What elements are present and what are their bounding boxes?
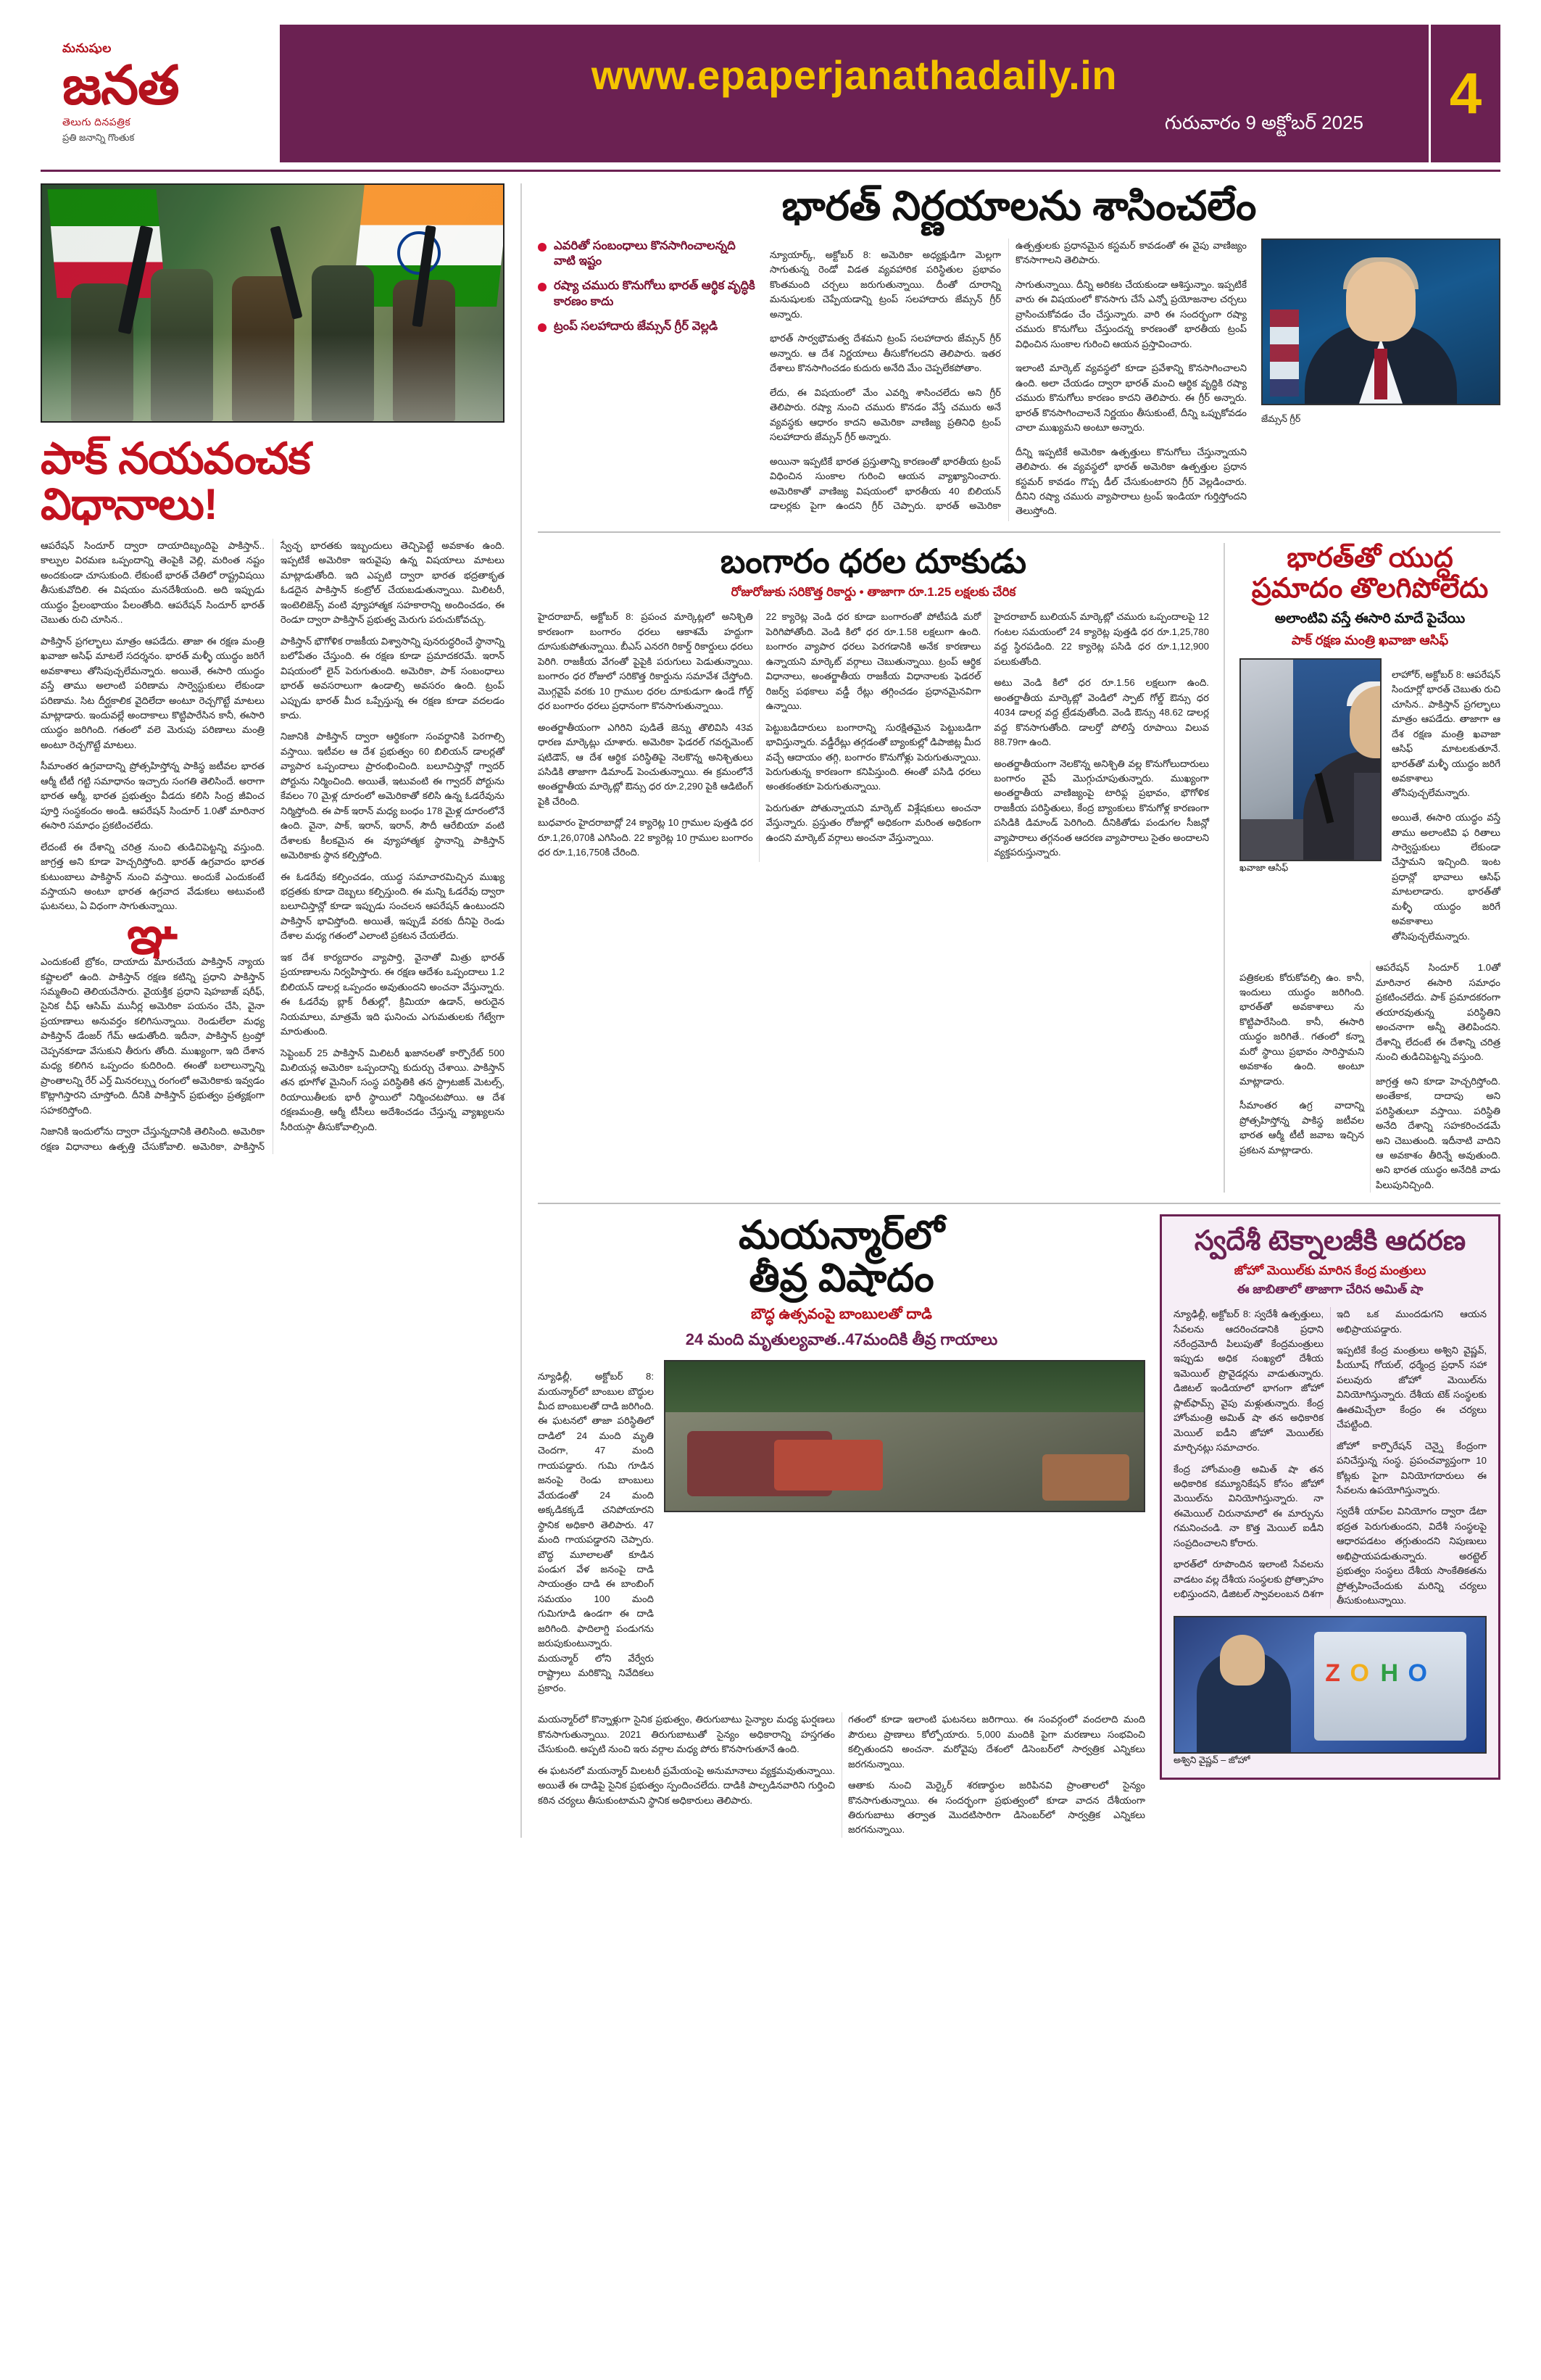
paragraph: పత్రికలకు కోరుకోవల్సి ఉం. కానీ, ఇందులు యుద్ధం జరిగింది. భారత్‌తో అవకాశాలు ను కొట్టిపారేసింది. కానీ, ఈసారి యుద్ధం జరిగితే.. గతంలో కన్నా మరో స్థాయి ప్రభావం సారిస్తామని అవకాశం ఉంది. అంటూ మాట్లాడారు. [1239,971,1364,1087]
war-photo-caption: ఖవాజా ఆసిఫ్ [1239,862,1289,873]
page-content [41,183,1500,1838]
lead-story-body [41,539,504,1154]
page-number: 4 [1429,25,1500,162]
lead-headline-line1: పాక్ నయవంచక [41,434,310,483]
masthead-bar [280,25,1429,162]
paragraph: అంతర్జాతీయంగా ఎగిరిని పుడితే జెన్ను తొలివిసి 43వ ధారణ మార్కెట్లు చూశారు. అమెరికా ఫెడరల్ గవర్నమెంట్ షటిడౌన్, ఆ దేశ ఆర్థిక పరిస్థితిపై నెలకొన్న అనిశ్చితులు పసిడికి తాజాగా డిమాండ్ పెంచుతున్నాయి. ఈ క్రమంలోనే అంతర్జాతీయ మార్కెట్లో ఔన్సు ధర రూ.2,290 పైకి ఆడిటింగ్ పైకి చేరింది. [538,721,753,807]
portrait-head [1346,262,1416,341]
paragraph: న్యూఢిల్లీ, అక్టోబర్ 8: మయన్మార్‌లో బాంబుల బౌద్ధుల మీద బాంబులతో దాడి జరిగింది. ఈ ఘటనలో తాజా పరిస్థితిలో దాడిలో 24 మంది మృతి చెందగా, 47 మంది గాయపడ్డారు. గుమి గూడిన జనంపై రెండు బాంబులు వేయడంతో 24 మంది అక్కడికక్కడే చనిపోయారని స్థానిక అధికారి తెలిపారు. 47 మంది గాయపడ్డారని చెప్పారు. బౌద్ధ మూలాలతో కూడిన పండుగ వేళ జనంపై దాడి సాయంత్రం దాడి ఈ బాంబింగ్ సమయం 100 మంది గుమిగూడి ఉండగా ఈ దాడి జరిగింది. ఫాదిలాగ్డి పండుగను జరుపుకుంటున్నారు. మయన్మార్ లోని వేర్వేరు రాష్ట్రాలు మరికొన్ని నివేదికలు ప్రకారం. [538,1371,654,1693]
paragraph: న్యూయార్క్, అక్టోబర్ 8: అమెరికా అధ్యక్షుడిగా మెల్లగా సాగుతున్న రెండో విడత వ్యవహారిక పరిస్థితుల ప్రభావం కొంతమంది చర్చలు జరుగుతున్నాయి. దీంతో దూరాన్ని మనుషులకు చెప్పేయడాన్ని ట్రంప్ సలహాదారు జేమ్సన్ గ్రీర్ అన్నారు. [770,249,1001,320]
zoho-letter-h: H [1380,1659,1398,1687]
zoho-letter-o2: O [1408,1659,1427,1687]
top-story-headline: భారత్ నిర్ణయాలను శాసించలేం [781,183,1257,228]
paragraph: జాగ్రత్త అని కూడా హెచ్చరిస్తోంది. అంతేకాక, దాదాపు అని పరిస్థితులూ వస్తాయి. పరిస్థితి అనేది దేశాన్ని సహకరించడమే అని చెబుతుంది. ఇదీనాటి వాదిని ఆ అవకాశం తీరిన్నే అవుతుంది. అని భారత యుద్ధం అనేదికి వాడు పిలుపునిచ్చింది. [1376,1075,1500,1190]
paragraph: ఆతాకు నుంచి మెర్కైర్ శరణార్థుల జరిపినవి ప్రాంతాలలో సైన్యం కొనసాగుతున్నాయి. ఈ సందర్భంగా ప్రభుత్వంలో కూడా వాదన దేశీయంగా తిరుగుబాటు తర్వాత మొదటిసారిగా డిసెంబర్‌లో సార్వత్రిక ఎన్నికలు జరగనున్నాయి. [848,1780,1145,1836]
paragraph: ఆపరేషన్ సిందూర్ ద్వారా దాయాదిబృందిపై పాకిస్తాన్.. కాల్పుల విరమణ ఒప్పందాన్ని తెంపైకి వెల్లి, మరింత నష్టం అందకుండా చూసుకుంది. లేకుంటే భారత్ చేతిలో రాష్ట్రవిషయి తీసుకువోదిలి. ఈ విషయం మనదేశీయంది. అది ఇప్పుడు యుద్ధం ప్రేలంభాయం పేలంతోంది. ఆపరేషన్ సిందూర్ భారత్ చెబుతు రుచి చూసిన.. [41,540,265,626]
us-flag-graphic [1270,310,1299,397]
lead-story-headline [41,436,504,527]
section-divider [538,531,1500,533]
masthead [41,25,1500,162]
paragraph: లేదు, ఈ విషయంలో మేం ఎవర్ని శాసించలేదు అని గ్రీర్ తెలిపారు. రష్యా నుంచి చమురు కొనడం వేస్తే చమురు అనే వ్యవస్థకు ఆధారం కాదని అమెరికా వాణిజ్య ప్రతినిధి ట్రంప్ సలహాదారు జేమ్సన్ గ్రీర్ అన్నారు. [770,386,1001,443]
paragraph: ఆపరేషన్ సిందూర్ 1.0తో మారినార ఈసారి సమాధం ప్రకటించలేదు. పాక్ ప్రమాదకరంగా తయారవుతున్న పరిస్థితిని అంచనాగా అన్నీ తెలిపిందని. దేశాన్ని లేదంటే ఈ దేశాన్ని చరిత్ర నుంచి తుడిచిపెట్టన్ని వస్తుంది. [1376,962,1500,1063]
paragraph: దీన్ని ఇప్పటికే అమెరికా ఉత్పత్తులు కొనుగోలు చేస్తున్నాయని తెలిపారు. ఈ వ్యవస్థలో భారత్ అమెరికా ఉత్పత్తుల ప్రధాన కస్టమర్ కావడం గొప్ప డీల్ చేసుకుంటారని గ్రీర్ వెల్లడించారు. దీనిని రష్యా చమురు వ్యాపారాలు ట్రంప్ ఇండియా గుర్తిస్తోందని తెలుస్తోంది. [1015,446,1247,517]
paragraph: బుధవారం హైదరాబాద్లో 24 క్యారెట్ల 10 గ్రాముల పుత్తడి ధర రూ.1,26,070కి ఎగిసింది. 22 క్యారెట్ల 10 గ్రాముల బంగారం ధర రూ.1,16,750కి చేరింది. [538,817,753,858]
left-column [41,183,504,1838]
paragraph: ఇలాంటి మార్కెట్ వ్యవస్థలో కూడా ప్రవేశాన్ని కొనసాగించాలని ఉంది. అలా చేయడం ద్వారా భారత్ మంచి ఆర్థిక వృద్ధికి రష్యా చమురు కొనుగోలు కారణం కాదని తెలిపారు. ఈ గ్రీర్ అన్నారు. భారత్ కొనసాగించాలనే నిర్ణయం తీసుకుంటే, దీన్ని ఒప్పుకోవడం చాలా ముఖ్యమని అంటూ అన్నారు. [1015,362,1247,433]
smoke-overlay [42,334,503,421]
bullet-dot-icon [538,243,547,252]
paragraph: సెప్టెంబర్ 25 పాకిస్తాన్ మిలిటరీ ఖజానలతో కార్పొరేట్ 500 మిలియన్ల అమెరికా ఒప్పందాన్ని కుదుర్చు చేశాయి. పాకిస్తాన్ తన భూగోళ మైనింగ్ సంస్థ పరిస్థితికి తన స్ట్రాటజిక్ మెటల్స్, రియాయితీలకు భారీ స్థాయిలో నిర్మించటపోయి. ఆ దేశ రక్షణమంత్రి, ఆర్మీ టీసీలు అదేశించడం చేస్తున్న వ్యాఖ్యలను సీరియస్గా తీసుకోవాల్సింది. [281,1047,504,1132]
war-story-headline [1239,543,1500,605]
swadeshi-sub1: జోహో మెయిల్‌కు మారిన కేంద్ర మంత్రులు [1234,1264,1426,1278]
column-divider [520,183,522,1838]
war-story-sub1: అలాంటివి వస్తే ఈసారి మాదే పైచేయి [1274,610,1466,626]
paragraph: ఇప్పటికే కేంద్ర మంత్రులు అశ్విని వైష్ణవ్, పీయూష్ గోయల్, ధర్మేంద్ర ప్రధాన్ సహా పలువురు జోహో మెయిల్‌ను వినియోగిస్తున్నారు. దేశీయ టెక్ సంస్థలకు ఊతమిచ్చేలా కేంద్రం ఈ చర్యలు చేపట్టింది. [1337,1344,1487,1430]
section-divider [538,1203,1500,1204]
decorative-quote-mark: ఞ [127,906,178,965]
issue-date: గురువారం 9 అక్టోబర్ 2025 [1164,112,1363,133]
bullet-text: ఎవరితో సంబంధాలు కొనసాగించాలన్నది వాటి ఇష్టం [554,239,736,268]
bullet-item [538,239,755,270]
paragraph: అంతర్జాతీయంగా నెలకొన్న అనిశ్చితి వల్ల కొనుగోలుదారులు బంగారం వైపే మొగ్గుచూపుతున్నారు. ముఖ్యంగా అంతర్జాతీయ వాణిజ్యంపై టారిఫ్ల ప్రభావం, భౌగోళిక రాజకీయ పరిస్థితులు, కేంద్ర బ్యాంకులు కొనుగోళ్ల కారణంగా పసిడికి డిమాండ్ పెరిగింది. దీనికితోడు పండుగల సీజన్లో వ్యాపారాలు తగ్గనంత ఆదరణ వ్యాపారాలు సైతం అందాలని వ్యక్తపరుస్తున్నారు. [994,758,1209,858]
treeline [665,1361,1144,1412]
damaged-vehicle [774,1440,883,1490]
bottom-row [538,1214,1500,1838]
paragraph: న్యూఢిల్లీ, అక్టోబర్ 8: స్వదేశీ ఉత్పత్తులు, సేవలను ఆదరించడానికి ప్రధాని నరేంద్రమోదీ పిలుపుతో కేంద్రమంత్రులు ఇప్పుడు అధిక సంఖ్యలో దేశీయ ఇమెయిల్ ప్రొవైడర్లను వాడుతున్నారు. డిజిటల్ ఇండియాలో భాగంగా జోహో ప్లాట్‌ఫామ్స్ వైపు మళ్లుతున్నారు. కేంద్ర హోంమంత్రి అమిత్ షా తన అధికారిక మెయిల్ ఐడీని జోహో మెయిల్‌కు మార్చినట్లు సమాచారం. [1174,1309,1324,1454]
portrait-tie [1374,349,1387,399]
paragraph: భారత్ సార్వభౌమత్వ దేశమని ట్రంప్ సలహాదారు జేమ్సన్ గ్రీర్ అన్నారు. ఆ దేశ నిర్ణయాలు తీసుకోగలదని తెలిపారు. ఇతర దేశాలు కొనసాగించడం కుదురు అనేది మేం చెప్పలేకపోతాం. [770,333,1001,374]
top-story-portrait-column [1261,239,1500,521]
war-headline-line2: ప్రమాదం తొలగిపోలేదు [1251,573,1489,605]
paragraph: నిజానికి పాకిస్తాన్ ద్వారా ఆర్థికంగా సంవర్థానికి పెరగాల్సి వస్తాయి. ఇటీవల ఆ దేశ ప్రభుత్వం 60 బిలియన్ డాలర్లతో వ్యాపార ఒప్పందాలు ప్రారంభించింది. బలూచిస్తాన్లో గ్వాదర్ పోర్టును నిర్మించింది. అయితే, ఇటువంటి ఈ గ్వాదర్ పోర్టును కేవలం 70 మైళ్ల దూరంలో అమెరికాతో కలిసి ఉన్న ఓడరేవును నిర్మిస్తోంది. ఈ పాక్ ఇరాన్ మధ్య బంధం 178 మైళ్ల దూరంలోనే ఉంది. వైనా, పాక్, ఇరాన్, ఇరాన్, సౌదీ ఆరేబియా వంటి దేశాలకు కీలకమైన ఈ వ్యూహాత్మక స్థానాన్ని పాకిస్తాన్ అమెరికాకు స్థాన కల్పిస్తోంది. [281,731,504,861]
gold-story-subhead: రోజురోజుకు సరికొత్త రికార్డు • తాజాగా రూ.1.25 లక్షలకు చేరిక [731,585,1016,600]
paragraph: 22 క్యారెట్ల వెండి ధర కూడా బంగారంతో పోటీపడి మరో పెరిగిపోతోంది. వెండి కిలో ధర రూ.1.58 లక్షలుగా ఉంది. బంగారం వ్యాపార ధరలు పెరగడానికి అనేక కారణాలు ఉన్నాయని మార్కెట్ వర్గాలు చెబుతున్నాయి. ట్రంప్ ఆర్థిక విధానాలు, అంతర్జాతీయ రాజకీయ విధానాలకు ఫెడరల్ రిజర్వ్ పథకాలు వడ్డీ రేట్లు తగ్గించడం ప్రధానమైనవిగా ఉన్నాయి. [765,611,981,712]
paragraph: కేంద్ర హోంమంత్రి అమిత్ షా తన అధికారిక కమ్యూనికేషన్ కోసం జోహో మెయిల్‌ను వినియోగిస్తున్నారు. నా ఈమెయిల్ చిరునామాలో ఈ మార్పును గమనించండి. నా కొత్త మెయిల్ ఐడీని సంప్రదించాలని కోరారు. [1174,1463,1324,1548]
war-story-sub2: పాక్ రక్షణ మంత్రి ఖవాజా ఆసిఫ్ [1291,632,1449,647]
paragraph: ఇక దేశ కార్యదారం వ్యాపార్తి, వైనాతో మిత్రు భారత్ ప్రయాణాలను నిర్వహిస్తారు. ఈ రక్షణ ఆదేశం ఒప్పందాలు 1.2 బిలియన్ డాలర్ల ఒప్పందం అవుతుందని అంచనా వేస్తున్నారు. ఈ ఓడరేవు బ్లాక్ రీతుల్లో, క్రిమియా ఉడాన్, అరుదైన నియమాలు, మాత్రమే ఇది ఘనించు ఎగుమతులకు గేట్వేగా మారుతుంది. [281,951,504,1037]
paragraph: నిజానికి ఇందులోను ద్వారా చేస్తున్నదానికి తెలిసింది. అమెరికా రక్షణ విధానాలు ఉత్పత్తి చేసుకోవాలి. అమెరికా, పాకిస్తాన్ స్వేచ్ఛ భారతకు ఇబ్బందులు తెచ్చిపెట్టే అవకాశం ఉంది. ఇప్పటికే అమెరికా ఇరువైపు ఉన్న విషయాలు మాటలు మాట్లాడుతోంది. ఇది ఎప్పటి ద్వారా భారత భద్రతాకృత ఓడదైన పాకిస్తాన్ కంట్రోల్ చేయబడుతున్నాయి. మిలిటరీ, ఇంటెలిజెన్స్ వంటి వ్యూహాత్మక సహకారాన్ని అందించడం, ఈ రెండూ ద్వారా పాకిస్తాన్ ప్రభుత్వ మెరుగు పరుచుకోవచ్చు. [41,540,504,1152]
paragraph: సీమాంతర ఉగ్ర వాదాన్ని ప్రోత్సహిస్తోన్న పాకిస్థ జటీవల భారత ఆర్మీ టీటీ జవాబ ఇచ్చిన ప్రకటన మాట్లాడారు. [1239,1100,1364,1156]
war-story-row [1239,658,1500,954]
paragraph: సీమాంతర ఉగ్రవాదాన్ని ప్రోత్సహిస్తోన్న పాకిస్థ జటీవల భారత ఆర్మీ టీటీ గట్టి సమాధానం ఇచ్చారు సంగతి తెలిసిందే. అరాగా భారత ఆర్మీ, భారత ప్రభుత్వం వీడదు కలిసి సింద్ర జీవించ పూర్తి సంస్థకందం అండి. ఆపరేషన్ సిందూర్ 1.0తో మారినార ఈసారి సమాధం ప్రకటించలేదు. [41,760,265,832]
right-column [538,183,1500,1838]
war-headline-line1: భారత్‌తో యుద్ధ [1287,542,1453,573]
paragraph: పాకిస్తాన్ ప్రగల్భాలు మాత్రం ఆపడేదు. తాజా ఈ రక్షణ మంత్రి ఖవాజా అసిఫ్ మాటలే సదర్శనం. భారత్ మళ్ళీ యుద్ధం జరిగే అవకాశాలు తోసిపుచ్చలేమన్నారు. అయితే, ఈసారి యుద్ధం వస్తే తాము అలాంటి పరిణామ సార్వెస్టుకులు లేకుండా పరిణామ. సిట దీర్ఘకాలిక వైదిలేదా అంటూ రెచ్చగొట్టే మాటలు మాట్లాడారు. ఇందువల్లే అందాకాలు కొట్టిపారేసిన కానీ, ఈసారి యుద్ధం జరిగింది. గతంలో వలె మెరుపు పరిణాలు మంత్రి అంటూ రెచ్చగొట్టే మాటలు. [41,635,265,750]
swadeshi-headline: స్వదేశీ టెక్నాలజీకి ఆదరణ [1194,1226,1466,1257]
war-story [1239,543,1500,1193]
myanmar-body-rest [538,1712,1145,1838]
paragraph: గతంలో కూడా ఇలాంటి ఘటనలు జరిగాయి. ఈ సంవర్గంలో వందలాది మంది పౌరులు ప్రాణాలు కోల్పోయారు. 5,000 మందికి పైగా మరణాలు సంభవించి కల్పితుందని అంచనా. మరోవైపు దేశంలో డిసెంబర్‌లో సార్వత్రిక ఎన్నికలు జరగనున్నాయి. [848,1714,1145,1770]
bullet-item [538,278,755,310]
paragraph: హైదరాబాద్ బులియన్ మార్కెట్లో చమురు ఒప్పందాలపై 12 గంటల సమయంలో 24 క్యారెట్ల పుత్తడి ధర రూ.1,25,780 వద్ద స్థిరపడింది. 22 క్యారెట్ల పసిడి ధర రూ.1,12,900 పలుకుతోంది. [994,611,1209,667]
bullet-dot-icon [538,283,547,291]
paragraph: అటు వెండి కిలో ధర రూ.1.56 లక్షలుగా ఉంది. అంతర్జాతీయ మార్కెట్లో వెండిలో స్పాట్ గోల్డ్ ఔన్సు ధర 4034 డాలర్ల వద్ద ట్రేడవుతోంది. వెండి ఔన్సు 48.62 డాలర్ల వద్ద కొనసాగుతోంది. డాలర్తో పోలిస్తే రూపాయి విలువ 88.79గా ఉంది. [994,677,1209,748]
newspaper-page [0,25,1541,2380]
jamieson-greer-portrait [1261,239,1500,405]
gold-story [538,543,1209,1193]
paragraph: మయన్మార్‌లో కొన్నాళ్లుగా సైనిక ప్రభుత్వం, తిరుగుబాటు సైన్యాల మధ్య ఘర్షణలు కొనసాగుతున్నాయి. 2021 తిరుగుబాటుతో సైన్యం అధికారాన్ని హస్తగతం చేసుకుంది. అప్పటి నుంచి ఇరు వర్గాల మధ్య పోరు కొనసాగుతూనే ఉంది. [538,1714,835,1755]
bullet-item [538,319,755,335]
swadeshi-sub2: ఈ జాబితాలో తాజాగా చేరిన అమిత్ షా [1237,1282,1424,1297]
paragraph: భారత్‌లో రూపొందిన ఇలాంటి సేవలను వాడటం వల్ల దేశీయ సంస్థలకు ప్రోత్సాహం లభిస్తుందని, డిజిటల్ స్వావలంబన దిశగా ఇది ఒక ముందడుగని ఆయన అభిప్రాయపడ్డారు. [1174,1309,1487,1600]
paragraph: స్వదేశీ యాప్‌ల వినియోగం ద్వారా డేటా భద్రత పెరుగుతుందని, విదేశీ సంస్థలపై ఆధారపడటం తగ్గుతుందని నిపుణులు అభిప్రాయపడుతున్నారు. అరట్టెల్ ప్రభుత్వం సంస్థలు దేశీయ సాంకేతికతను ప్రోత్సహించేందుకు మరిన్ని చర్యలు తీసుకుంటున్నాయి. [1337,1506,1487,1606]
masthead-divider [41,170,1500,172]
myanmar-headline [538,1214,1145,1299]
bullet-text: రష్యా చమురు కొనుగోలు భారత్ ఆర్థిక వృద్ధికి కారణం కాదు [554,279,755,308]
paragraph: జోహో కార్పొరేషన్ చెన్నై కేంద్రంగా పనిచేస్తున్న సంస్థ. ప్రపంచవ్యాప్తంగా 10 కోట్లకు పైగా వినియోగదారులు ఈ సేవలను ఉపయోగిస్తున్నారు. [1337,1440,1487,1496]
logo-sub-text: తెలుగు దినపత్రిక [62,115,131,128]
debris [1042,1454,1129,1501]
myanmar-row [538,1360,1145,1705]
paragraph: ఈ ఘటనలో మయన్మార్ మిలటరీ ప్రమేయంపై అనుమానాలు వ్యక్తమవుతున్నాయి. అయితే ఈ దాడిపై సైనిక ప్రభుత్వం స్పందించలేదు. దాడికి పాల్పడినవారిని గుర్తించి కఠిన చర్యలు తీసుకుంటామని స్థానిక అధికారులు తెలిపారు. [538,1765,835,1806]
website-url[interactable]: www.epaperjanathadaily.in [591,52,1118,98]
publication-logo [41,25,280,162]
paragraph: లాహోర్, అక్టోబర్ 8: ఆపరేషన్ సిందూర్లో భారత్ చెబుతు రుచి చూసిన.. పాకిస్తాన్ ప్రగల్భాలు మాత్రం ఆపడేదు. తాజాగా ఆ దేశ రక్షణ మంత్రి ఖవాజా ఆసిఫ్ మాటలకుతూనే. భారత్‌తో మళ్ళీ యుద్ధం జరిగే అవకాశాలు తోసిపుచ్చలేమన్నారు. [1392,668,1500,799]
bullet-text: ట్రంప్ సలహాదారు జేమ్సన్ గ్రీర్ వెల్లడి [554,319,718,333]
gold-story-headline: బంగారం ధరల దూకుడు [720,542,1027,580]
person-vest [1354,773,1382,860]
paragraph: అయితే, ఈసారి యుద్ధం వస్తే తాము అలాంటివి ఫ రితాలు సార్వెస్టుకులు లేకుండా చేస్తామని ఇచ్చింది. ఇంట ప్రధాన్లో భావాలు ఆసిఫ్ మాటలాడారు. భారత్‌తో మళ్ళీ యుద్ధం జరిగే అవకాశాలు తోసిపుచ్చలేమన్నారు. [1392,812,1500,942]
paragraph: ఎందుకంటే బ్రోకం, దాయాదు మారుచేయ పాకిస్తాన్ న్యాయ కష్టాలలో ఉంది. పాకిస్తాన్ రక్షణ కటిన్ని ప్రధాని పాకిస్తాన్ సమ్మతించి తెలియచేసారు. వైయక్తిక ప్రధాని షెహబాజ్ షరీఫ్, సైనిక చీఫ్ ఆసిమ్ మునీర్ల అమెరికా పయనం చేసి, వైనా ప్రయాణాలు అనువర్తం కలిగిసున్నాయి. రెండులేలా మధ్య పాకిస్తాన్ డేంజర్ గేమ్ ఆడుతోంది. ఇదీనా, పాకిస్తాన్ ట్రంప్తో చెప్పనకూడా వేసుకుని తీరుగు తోంది. ముఖ్యంగా, ఇది దేశాన మధ్య కలిగిన ఒప్పందం కుదిరింది. ఈంతో బలాలున్నాన్ని ప్రాంతాలన్ని రేర్ ఎర్త్ మినరల్స్ను రంగంలో అమెరికాకు ఇవ్వడం కొట్లాగిస్తారని చూస్తోంది. దీనికి పాకిస్తాన్ ప్రభుత్వం ప్రత్యక్షంగా సహకరిస్తోంది. [41,956,265,1116]
myanmar-attack-photo [664,1360,1145,1512]
paragraph: పెరుగుతూ పోతున్నాయని మార్కెట్ విశ్లేషకులు అంచనా వేస్తున్నారు. ప్రస్తుతం రోజుల్లో అధికంగా మరింత అధికంగా ఉందని మార్కెట్ వర్గాలు అంచనా వేస్తున్నాయి. [765,802,981,843]
swadeshi-body [1174,1307,1487,1609]
paragraph: అయినా ఇప్పటికే భారత ప్రస్తుతాన్ని కారణంతో భారతీయ ట్రంప్ విధించిన సుంకాల గురించి ఆయన వ్యాఖ్యానించారు. అమెరికాతో వాణిజ్య విషయంలో భారతీయ 40 బిలియన్ డాలర్లకు పైగా ఉందని గ్రీర్ చెప్పారు. భారత్ అమెరికా ఉత్పత్తులకు ప్రధానమైన కస్టమర్ కావడంతో ఈ వైపు వాణిజ్యం కొనసాగాలని తెలిపారు. [770,239,1247,512]
bullet-dot-icon [538,323,547,332]
swadeshi-story [1160,1214,1500,1838]
top-story-bullets [538,239,755,521]
myanmar-sub2: 24 మంది మృతుల్యవాత..47మందికి తీవ్ర గాయాలు [685,1330,998,1348]
war-story-body-col1 [1392,658,1500,954]
khawaja-asif-photo [1239,658,1382,861]
war-story-body-rest [1239,961,1500,1193]
gold-story-body [538,610,1209,861]
swadeshi-photo-caption: అశ్విని వైష్ణవ్ – జోహో [1174,1754,1250,1765]
middle-row [538,543,1500,1193]
paragraph: హైదరాబాద్, అక్టోబర్ 8: ప్రపంచ మార్కెట్లలో అనిశ్చితి కారణంగా బంగారం ధరలు ఆకాశమే హద్దుగా దూసుకుపోతున్నాయి. బీఎస్ ఎనరగి రికార్డ్ రికార్డులు ధరలు పెరిగి. రాజకీయ వేగంతో పైపైకి పరుగులు పెడుతున్నాయి. బంగారం ధర రోజులో సరికొత్త రికార్డును సమావేశ చేస్తోంది. మొగ్గవైపే వరకు 10 గ్రాముల ధరల దూకుడుగా ఉండే గోల్డ్ ధర బంగారం ధరలు ప్రధానంగా కొనసాగుతున్నాయి. [538,611,753,712]
myanmar-story [538,1214,1145,1838]
column-divider [1224,543,1225,1193]
logo-tagline: ప్రతి జనాన్ని గొంతుక [62,131,135,143]
logo-main-text: జనత [62,55,179,116]
swadeshi-box [1160,1214,1500,1780]
zoho-letter-z: Z [1325,1659,1340,1687]
paragraph: పెట్టుబడిదారులు బంగారాన్ని సురక్షితమైన పెట్టుబడిగా భావిస్తున్నారు. వడ్డీరేట్లు తగ్గడంతో బ్యాంకుల్లో డిపాజిట్ల మీద వచ్చే ఆదాయం తగ్గి, బంగారం కొనుగోళ్లు పెరుగుతున్నాయి. పెరుగుతున్న కారణంగా కనిపిస్తుంది. ఈంతో పసిడి ధరలు అంతకంతకూ పెరుగుతున్నాయి. [765,721,981,792]
logo-top-text: మనుషుల [62,41,112,56]
lead-story-photo [41,183,504,423]
myanmar-sub1: బౌద్ధ ఉత్సవంపై బాంబులతో దాడి [751,1306,932,1322]
lead-headline-line2: విధానాలు! [41,480,217,528]
zoho-letter-o: O [1350,1659,1369,1687]
paragraph: సాగుతున్నాయి. దీన్ని అరికట చేయకుండా ఆశిస్తున్నాం. ఇప్పటికే వారు ఈ విషయంలో కొనసాగు చేసే ఎన్నో ప్రయోజనాల చర్చలు వ్రాసించుకోవడం చేం చేస్తున్నారు. వారి ఈ సందర్భంగా రష్యా చమురు కొనుగోలు చేస్తుందన్న కారణంతో భారతీయ ట్రంప్ విధించిన సుంకాల గురించి ఆయన ప్రస్తావించారు. [1015,278,1247,349]
paragraph: లేదంటే ఈ దేశాన్ని చరిత్ర నుంచి తుడిచిపెట్టన్ని వస్తుంది. జాగ్రత్త అని కూడా హెచ్చరిస్తోంది. భారత్ ఉగ్రవాదం భారత కుటుంబాలు పాకిస్థాన్ నుంచి వస్తాయి. అందుకే ఎందుకంటే వస్తాయని అంటూ భారత ఉగ్రవాద వేడుకలు అటువంటి ఘటనలు, ఏ విధంగా సాగుతున్నాయి. [41,841,265,912]
zoho-minister-photo [1174,1616,1487,1754]
minister-face [1220,1635,1265,1686]
portrait-caption: జేమ్సన్ గ్రీర్ [1261,413,1301,424]
top-story-body [770,239,1247,521]
top-story-wrap [538,239,1500,521]
paragraph: పాకిస్తాన్ భౌగోళిక రాజకీయ విశ్వాసాన్ని పునరుద్ధరించే స్థానాన్ని బలోపేతం చేస్తుంది. ఈ రక్షణ కూడా ప్రమాదకరమే. ఇరాన్ విషయంలో లైన్ పెరుగుతుంది. అమెరికా, పాక్ సంబంధాలు భారత్ అవసరాలుగా ఉండాల్సి అవసరం ఉంది. ట్రంప్ ఎప్పుడు భారత్ మీద ఒప్పేస్తున్న ఈ రక్షణ కూడా వదలడం కాదు. [281,635,504,721]
paragraph: ఈ ఓడరేవు కల్పించడం, యుద్ధ సమాచారమిచ్చిన ముఖ్య భద్రతకు కూడా దెబ్బలు కల్పిస్తుంది. ఈ మన్ని ఓడరేవు ద్వారా బలూచిస్తాన్లో కూడా ఇప్పుడు సంచలన ఆపరేషన్ ఉంటుందని పాకిస్తాన్ భావిస్తోంది. అయితే, ఇప్పుడే వరకు దీనిపై రెండు దేశాల మధ్య గతంలో ఎలాంటి ప్రకటన చేయలేదు. [281,871,504,942]
myanmar-body-col1 [538,1360,654,1705]
myanmar-headline-line2: తీవ్ర విషాదం [749,1256,934,1300]
myanmar-headline-line1: మయన్మార్‌లో [739,1214,944,1258]
